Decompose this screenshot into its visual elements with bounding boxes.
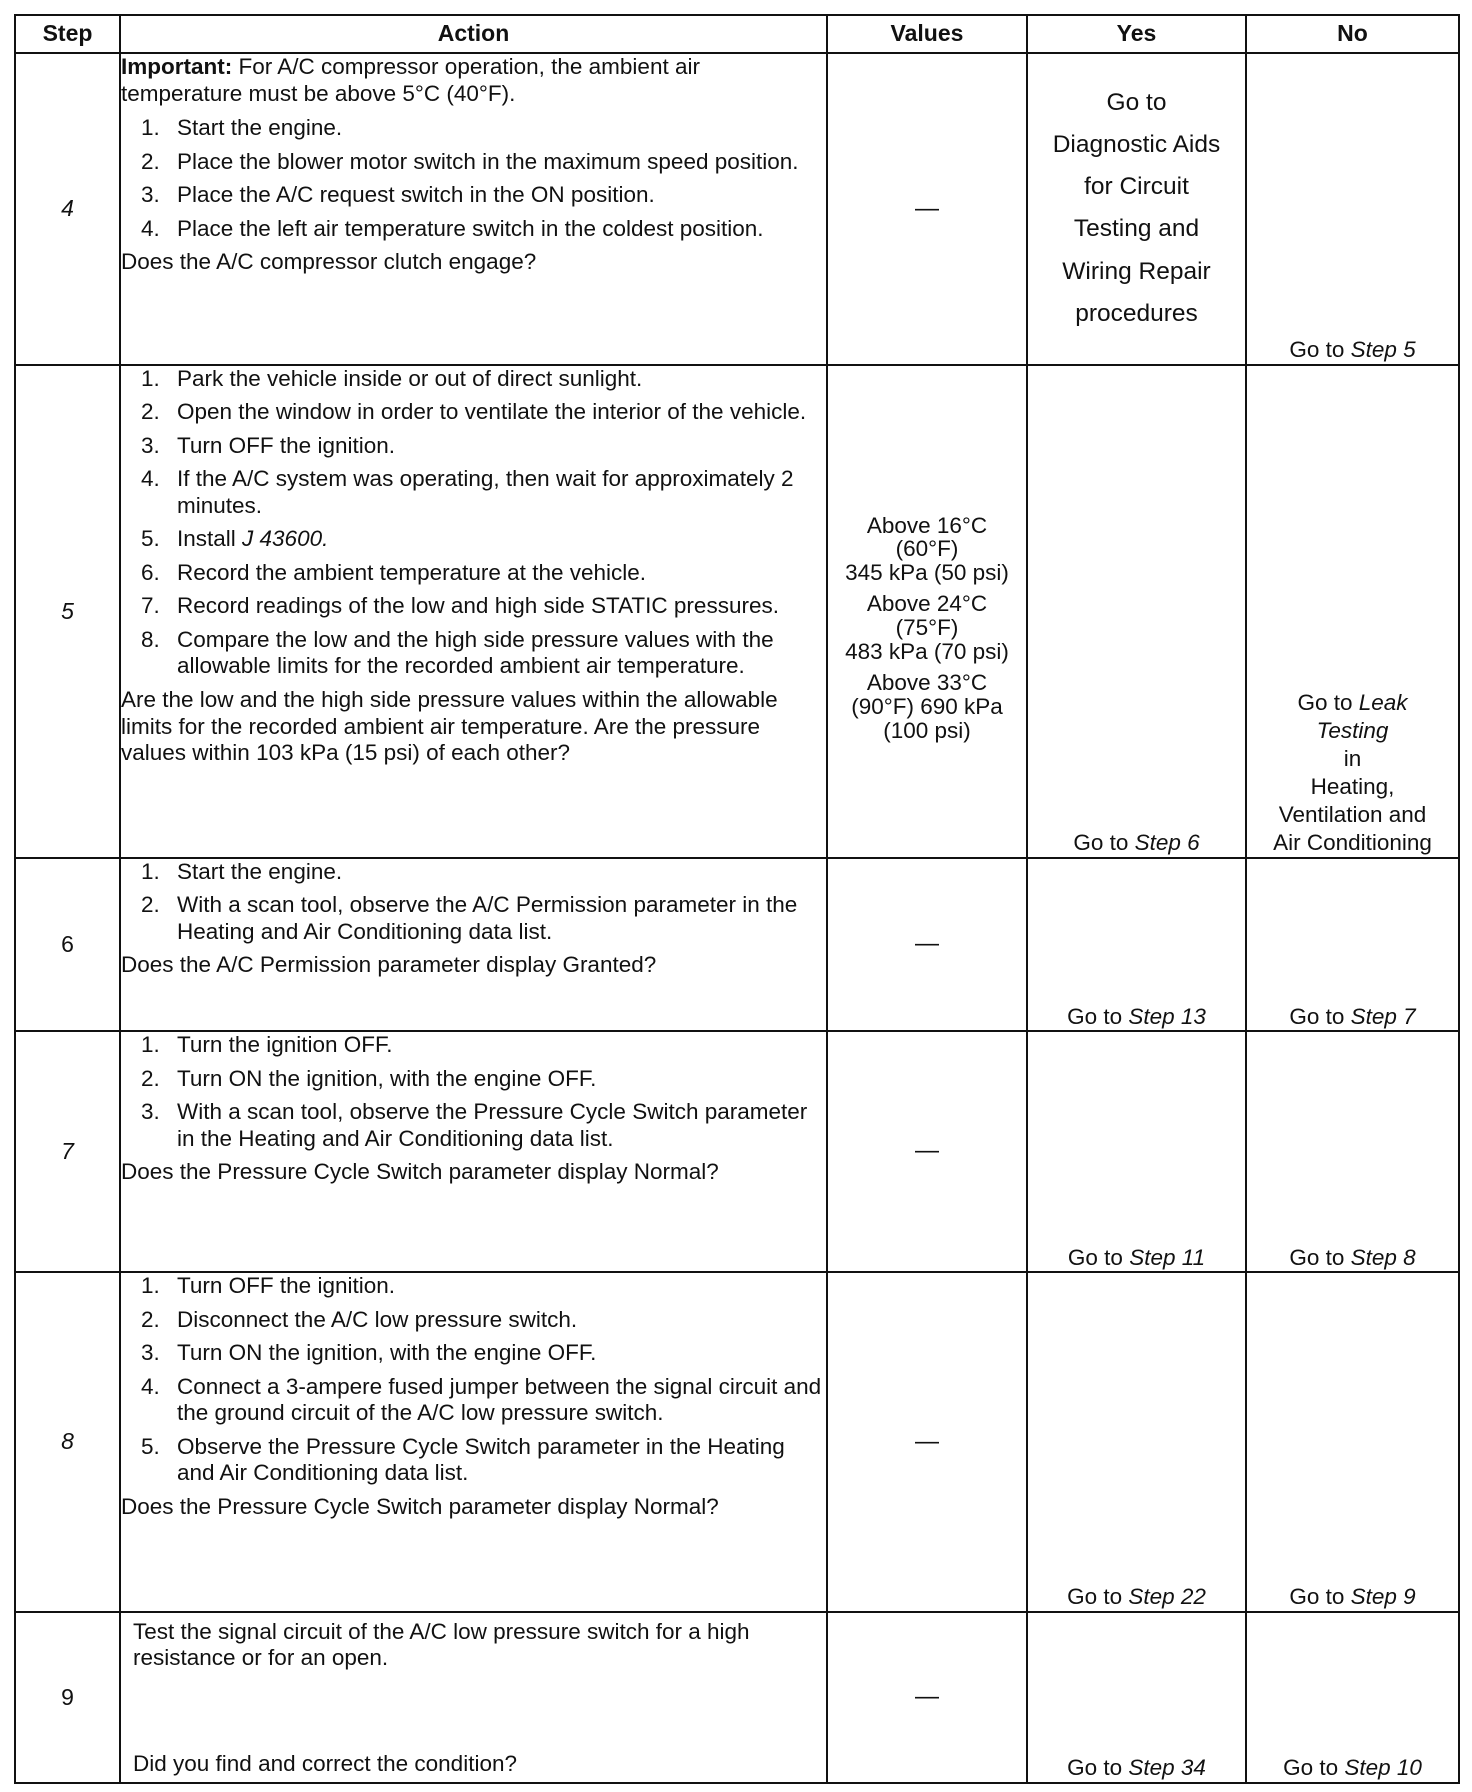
yes-cell: Go to Step 6 [1027,365,1246,858]
values-cell: — [827,858,1027,1031]
table-row-step-6 [15,858,1459,1031]
list-item: 5. Observe the Pressure Cycle Switch parameter in the Heating and Air Conditioning data list. [141,1433,785,1486]
list-item: 4. If the A/C system was operating, then wait for approximately 2 minutes. [141,466,794,518]
action-steps [121,366,826,680]
table-row-step-8 [15,1272,1459,1612]
step-number: 5 [15,365,120,858]
important-text: For A/C compressor operation, the ambient air temperature must be above 5°C (40°F). [121,54,700,106]
yes-cell: Go to Step 13 [1027,858,1246,1031]
step-link[interactable]: Step 8 [1350,1244,1416,1270]
important-note [121,54,826,107]
no-cell: Go to Step 7 [1246,858,1459,1031]
list-item: 4. Connect a 3-ampere fused jumper between the signal circuit and the ground circuit of the A/C low pressure switch. [141,1373,822,1426]
step-link[interactable]: Step 10 [1344,1755,1422,1781]
values-cell [827,53,1027,365]
action-steps [121,1273,826,1487]
step-link[interactable]: Step 7 [1350,1003,1416,1029]
value-block-33c: Above 33°C (90°F) 690 kPa (100 psi) [851,670,1003,743]
header-no: No [1246,15,1459,53]
header-step: Step [15,15,120,53]
action-cell [120,53,827,365]
value-block-24c: Above 24°C (75°F) 483 kPa (70 psi) [845,591,1009,664]
action-question: Did you find and correct the condition? [133,1751,517,1777]
list-item: 2. Disconnect the A/C low pressure switch. [141,1306,578,1332]
step-link[interactable]: Step 9 [1350,1584,1416,1610]
list-item: 5. Install J 43600. [141,526,329,552]
values-cell: — [827,1272,1027,1612]
header-action: Action [120,15,827,53]
list-item: 8. Compare the low and the high side pressure values with the allowable limits for the recorded ambient air temperature. [141,626,774,679]
action-text: Test the signal circuit of the A/C low pressure switch for a high resistance or for an open. [133,1618,750,1671]
value-block-16c: Above 16°C (60°F) 345 kPa (50 psi) [845,512,1009,585]
important-label: Important: [121,54,233,79]
list-item: 7. Record readings of the low and high side STATIC pressures. [141,593,779,619]
list-item: 3. Turn ON the ignition, with the engine OFF. [141,1340,597,1366]
step-number: 4 [15,53,120,365]
action-cell [120,365,827,858]
yes-cell: Go to Step 34 [1027,1612,1246,1783]
tool-reference: J 43600. [242,526,329,552]
list-item: 3. With a scan tool, observe the Pressure Cycle Switch parameter in the Heating and Air Conditioning data list. [141,1099,808,1151]
step-number: 8 [15,1272,120,1612]
diagnostic-table [14,14,1460,1784]
action-steps [121,115,826,242]
table-row-step-7 [15,1031,1459,1272]
list-item: 1. Park the vehicle inside or out of direct sunlight. [141,365,643,391]
leak-testing-link[interactable]: Leak [1358,690,1408,716]
step-link[interactable]: Step 11 [1129,1244,1206,1270]
action-cell [120,858,827,1031]
action-steps [121,859,826,946]
list-item: 2. With a scan tool, observe the A/C Permission parameter in the Heating and Air Conditioning data list. [141,892,798,944]
no-cell: Go to Step 5 [1246,53,1459,365]
step-number: 7 [15,1031,120,1272]
list-item: 1. Turn the ignition OFF. [141,1032,393,1058]
action-cell [120,1612,827,1783]
action-steps [121,1032,826,1152]
no-cell: Go to Leak Testing in Heating, Ventilation and Air Conditioning [1246,365,1459,858]
list-item: 2. Open the window in order to ventilate the interior of the vehicle. [141,399,807,425]
list-item: 6. Record the ambient temperature at the vehicle. [141,559,647,585]
action-question: Does the A/C compressor clutch engage? [121,249,537,275]
table-row-step-4 [15,53,1459,365]
list-item: 1. Turn OFF the ignition. [141,1273,396,1299]
action-question: Does the A/C Permission parameter display Granted? [121,952,657,978]
table-row-step-5 [15,365,1459,858]
step-link[interactable]: Step 34 [1128,1755,1206,1781]
list-item: 1. Start the engine. [141,858,343,884]
no-cell: Go to Step 8 [1246,1031,1459,1272]
values-cell: — [827,1612,1027,1783]
header-values: Values [827,15,1027,53]
list-item: 4. Place the left air temperature switch in the coldest position. [141,215,764,241]
list-item: 2. Turn ON the ignition, with the engine OFF. [141,1065,597,1091]
action-question: Does the Pressure Cycle Switch parameter display Normal? [121,1159,719,1185]
header-row [15,15,1459,53]
step-link[interactable]: Step 6 [1134,830,1200,856]
step-link[interactable]: Step 13 [1128,1003,1206,1029]
action-question: Does the Pressure Cycle Switch parameter display Normal? [121,1493,719,1519]
dash: — [915,194,939,222]
step-link[interactable]: Step 5 [1350,336,1416,362]
header-yes: Yes [1027,15,1246,53]
no-cell: Go to Step 10 [1246,1612,1459,1783]
step-number: 9 [15,1612,120,1783]
action-question: Are the low and the high side pressure values within the allowable limits for the recorded ambient air temperature. Are the pressure values within 103 kPa (15 psi) of each other? [121,686,778,766]
list-item: 3. Turn OFF the ignition. [141,432,396,458]
list-item: 3. Place the A/C request switch in the ON position. [141,182,655,208]
yes-cell: Go to Step 22 [1027,1272,1246,1612]
action-cell [120,1272,827,1612]
values-cell [827,365,1027,858]
yes-cell: Go to Diagnostic Aids for Circuit Testing and Wiring Repair procedures [1027,53,1246,365]
step-number: 6 [15,858,120,1031]
step-link[interactable]: Step 22 [1128,1584,1206,1610]
table-row-step-9 [15,1612,1459,1783]
yes-cell: Go to Step 11 [1027,1031,1246,1272]
list-item: 2. Place the blower motor switch in the maximum speed position. [141,148,799,174]
values-cell: — [827,1031,1027,1272]
list-item: 1. Start the engine. [141,115,343,141]
no-cell: Go to Step 9 [1246,1272,1459,1612]
action-cell [120,1031,827,1272]
